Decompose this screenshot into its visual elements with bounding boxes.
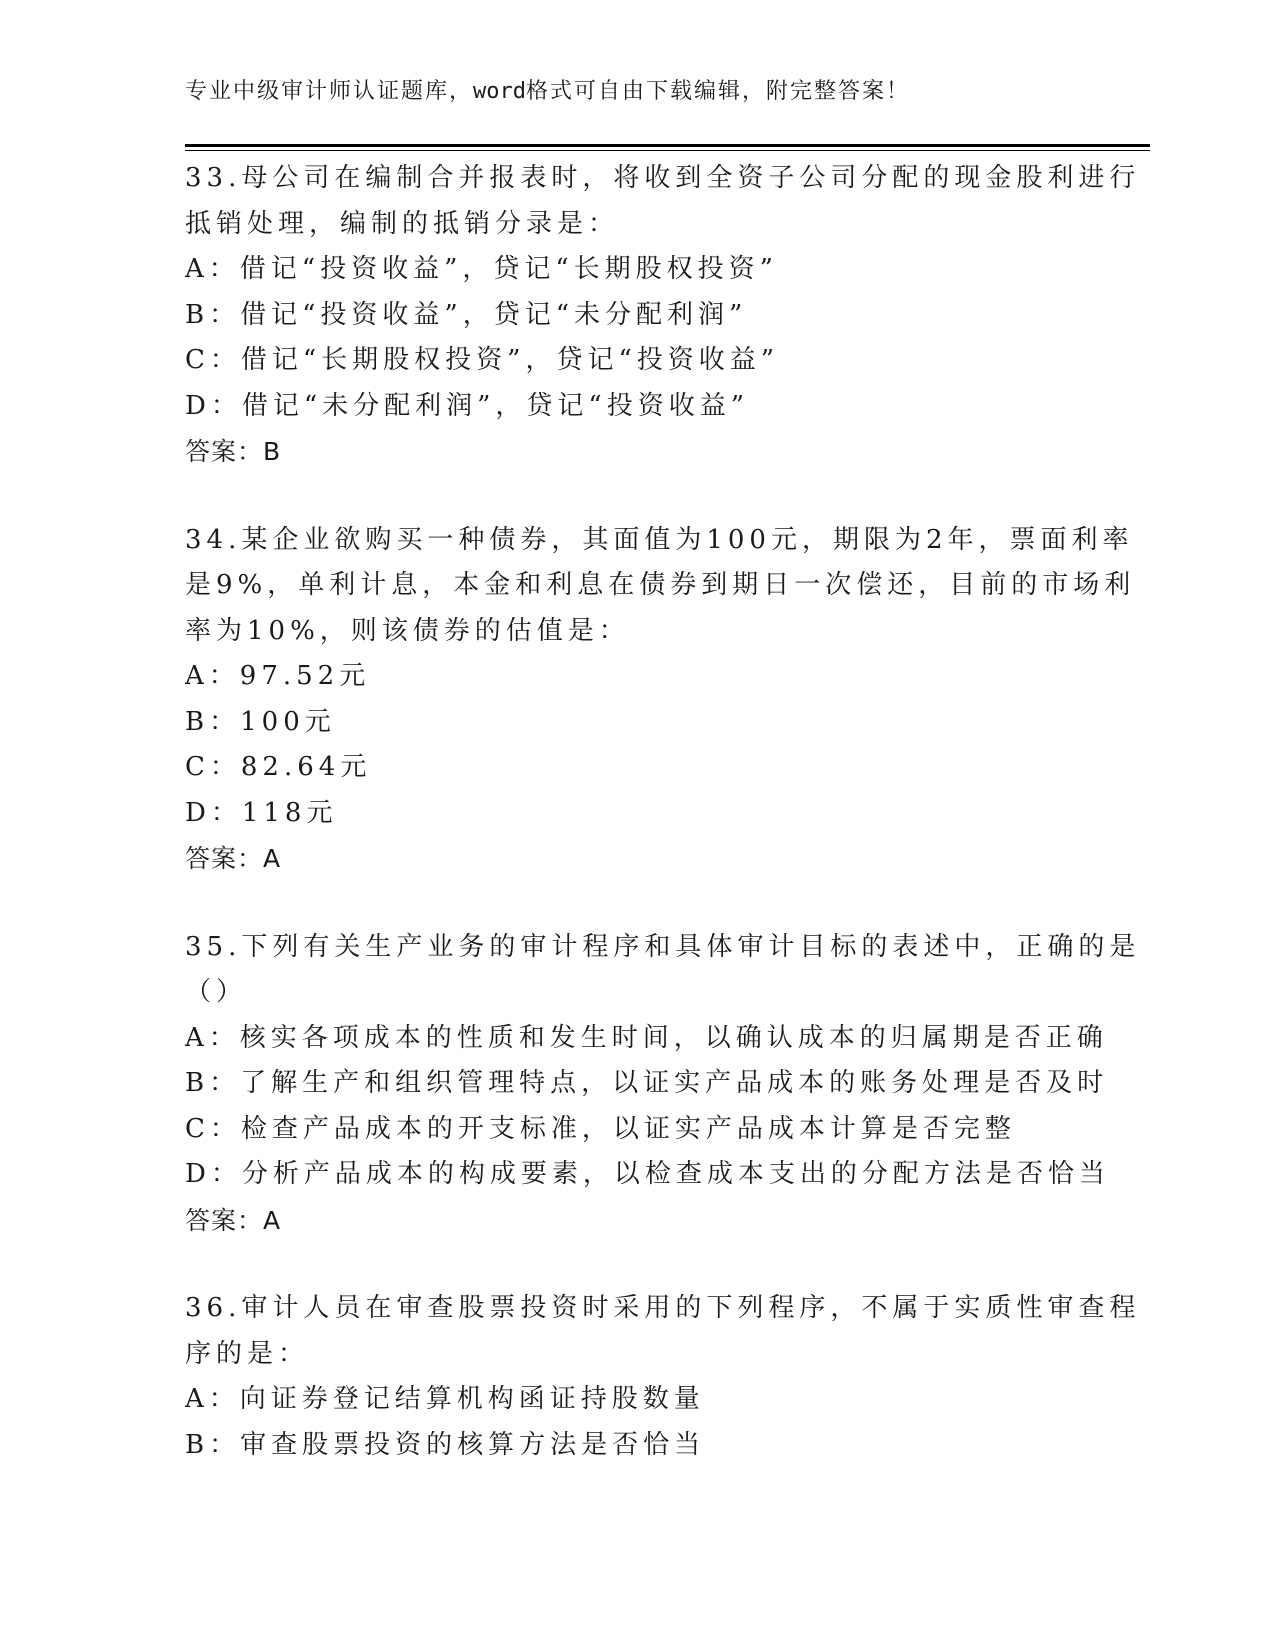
option-a: A：核实各项成本的性质和发生时间，以确认成本的归属期是否正确: [185, 1022, 1108, 1053]
header-rule-thin: [185, 150, 1150, 151]
question-stem-line: 33.母公司在编制合并报表时，将收到全资子公司分配的现金股利进行: [185, 163, 1141, 193]
question-stem-line: 34.某企业欲购买一种债券，其面值为100元，期限为2年，票面利率: [185, 524, 1134, 555]
option-b: B：100元: [185, 706, 336, 737]
option-d: D：借记“未分配利润”，贷记“投资收益”: [185, 390, 750, 421]
question-stem-line: 抵销处理，编制的抵销分录是：: [185, 208, 620, 239]
option-c: C：82.64元: [185, 752, 372, 782]
option-b: B：了解生产和组织管理特点，以证实产品成本的账务处理是否及时: [185, 1068, 1109, 1098]
question-36: [185, 1286, 1141, 1468]
header-text-word: word: [473, 79, 526, 104]
option-c: C：检查产品成本的开支标准，以证实产品成本计算是否完整: [185, 1113, 1016, 1144]
question-stem-line: （）: [185, 977, 248, 1007]
question-list: [185, 156, 1141, 1468]
header-text-after: 格式可自由下载编辑，附完整答案！: [526, 79, 911, 104]
option-a: A：97.52元: [185, 661, 371, 691]
answer-line: 答案：A: [185, 1205, 282, 1235]
question-33: [185, 156, 1141, 475]
option-a: A：借记“投资收益”，贷记“长期股权投资”: [185, 254, 778, 284]
option-d: D：118元: [185, 797, 338, 828]
question-stem-line: 是9%，单利计息，本金和利息在债券到期日一次偿还，目前的市场利: [185, 570, 1136, 600]
answer-line: 答案：B: [185, 437, 282, 466]
option-b: B：审查股票投资的核算方法是否恰当: [185, 1429, 706, 1460]
question-34: [185, 518, 1136, 882]
option-d: D：分析产品成本的构成要素，以检查成本支出的分配方法是否恰当: [185, 1159, 1110, 1189]
option-a: A：向证券登记结算机构函证持股数量: [185, 1384, 705, 1414]
answer-line: 答案：A: [185, 844, 282, 873]
question-stem-line: 率为10%，则该债券的估值是：: [185, 615, 630, 646]
question-stem-line: 35.下列有关生产业务的审计程序和具体审计目标的表述中，正确的是: [185, 931, 1141, 962]
header-text-before: 专业中级审计师认证题库，: [185, 79, 474, 104]
page-header: [185, 74, 910, 105]
header-rule-thick: [185, 144, 1150, 147]
option-b: B：借记“投资收益”，贷记“未分配利润”: [185, 299, 748, 330]
question-35: [185, 925, 1141, 1244]
question-stem-line: 36.审计人员在审查股票投资时采用的下列程序，不属于实质性审查程: [185, 1293, 1141, 1323]
question-stem-line: 序的是：: [185, 1338, 310, 1369]
option-c: C：借记“长期股权投资”，贷记“投资收益”: [185, 345, 780, 375]
